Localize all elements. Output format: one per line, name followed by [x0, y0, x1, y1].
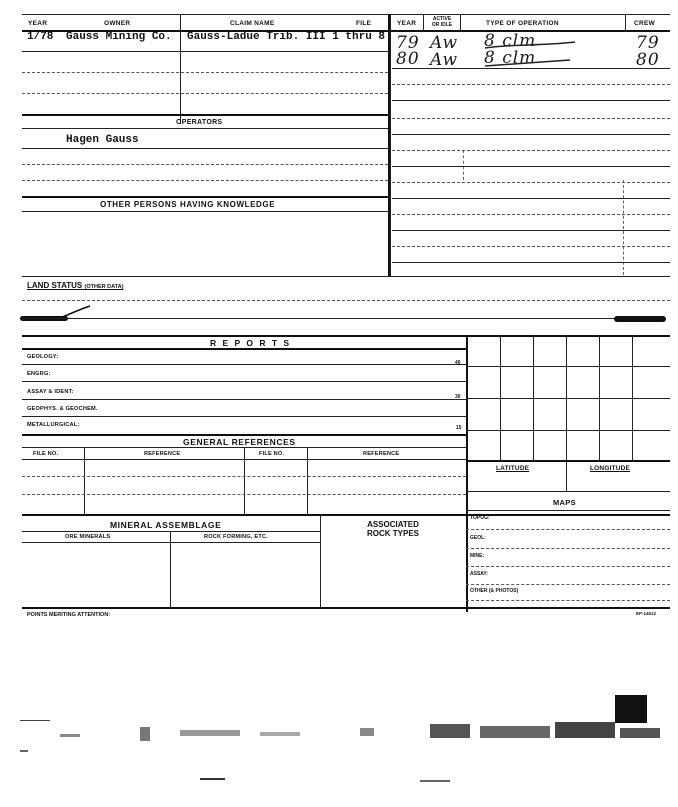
maps-other-label: OTHER (& PHOTOS)	[470, 588, 519, 594]
handwritten-operation-2: 8 clm	[484, 48, 537, 68]
land-status-rule-1	[22, 300, 670, 301]
gen-ref-col-file-1: FILE NO.	[33, 451, 59, 457]
header-owner: OWNER	[104, 20, 131, 27]
operator-name: Hagen Gauss	[66, 134, 139, 146]
latitude-label: LATITUDE	[496, 465, 530, 472]
gen-ref-row-rule-2	[22, 494, 466, 495]
handwritten-crew-2: 80	[636, 50, 660, 70]
right-dashed-divider-2	[623, 180, 624, 275]
left-right-divider-bold	[388, 14, 390, 276]
ore-minerals-label: ORE MINERALS	[65, 534, 111, 540]
header-claim-name: CLAIM NAME	[230, 20, 275, 27]
report-assay-label: ASSAY & IDENT:	[27, 389, 74, 395]
grid-col-3	[566, 335, 567, 491]
maps-rule-3	[466, 566, 670, 567]
land-status-sublabel: (OTHER DATA)	[84, 284, 124, 290]
maps-rule-1	[466, 529, 670, 530]
right-row-rule-8	[392, 182, 670, 183]
right-row-rule-3	[392, 100, 670, 101]
right-row-rule-10	[392, 214, 670, 215]
reports-right-divider	[466, 335, 468, 612]
report-rule-3	[22, 399, 466, 400]
operators-heading: OPERATORS	[176, 119, 223, 126]
active-label: ACTIVE	[432, 16, 452, 22]
header-crew: CREW	[634, 20, 656, 27]
mineral-header-rule	[22, 542, 320, 543]
gen-ref-row-rule-1	[22, 476, 466, 477]
entry-claim-name: Gauss-Ladue Trib. III 1 thru 8	[187, 31, 386, 43]
mineral-under-rule	[22, 531, 320, 532]
top-table-bottom-rule	[22, 276, 670, 277]
owner-claim-divider	[180, 14, 181, 124]
points-top-rule	[22, 607, 670, 609]
gen-ref-divider-1	[84, 447, 85, 514]
maps-rule-5	[466, 600, 670, 601]
grid-row-3	[466, 430, 670, 431]
report-engrg-label: ENGRG:	[27, 371, 51, 377]
reports-top-rule	[22, 335, 670, 337]
row-rule-2	[22, 72, 388, 73]
longitude-label: LONGITUDE	[590, 465, 631, 472]
row-rule-1	[22, 51, 388, 52]
associated-rock-types-heading	[320, 520, 466, 538]
grid-row-2	[466, 398, 670, 399]
handwritten-year-1: 79	[396, 33, 420, 53]
gen-ref-col-reference-1: REFERENCE	[144, 451, 181, 457]
mineral-top-rule	[22, 514, 670, 516]
land-status-rule-2	[22, 318, 662, 319]
header-year: YEAR	[28, 20, 48, 27]
report-num-40: 40	[455, 360, 461, 366]
right-row-rule-13	[392, 262, 670, 263]
report-rule-1	[22, 364, 466, 365]
header-file: FILE	[356, 20, 372, 27]
handwriting-underline	[480, 40, 590, 70]
mineral-assemblage-heading: MINERAL ASSEMBLAGE	[110, 520, 222, 530]
right-row-rule-4	[392, 118, 670, 119]
gen-ref-col-file-2: FILE NO.	[259, 451, 285, 457]
right-row-rule-1	[392, 68, 670, 69]
header-active-or-idle	[425, 16, 459, 28]
form-code: EP-14612	[636, 611, 657, 616]
report-metallurgical-label: METALLURGICAL:	[27, 422, 80, 428]
other-persons-under-rule	[22, 211, 388, 212]
handwritten-year-2: 80	[396, 49, 420, 69]
maps-top-rule	[466, 491, 670, 492]
report-num-30: 30	[455, 394, 461, 400]
right-row-rule-6	[392, 150, 670, 151]
general-references-top-rule	[22, 434, 466, 436]
mineral-divider	[170, 531, 171, 607]
row-rule-3	[22, 93, 388, 94]
reports-heading: R E P O R T S	[210, 338, 292, 348]
type-crew-divider	[625, 14, 626, 32]
or-idle-label: OR IDLE	[431, 22, 453, 28]
maps-assay-label: ASSAY:	[470, 571, 489, 577]
operator-row-rule-1	[22, 148, 388, 149]
right-row-rule-11	[392, 230, 670, 231]
right-row-rule-7	[392, 166, 670, 167]
report-rule-4	[22, 416, 466, 417]
entry-year: 1/78	[27, 31, 54, 43]
general-references-heading: GENERAL REFERENCES	[183, 437, 296, 447]
maps-heading: MAPS	[553, 498, 576, 507]
right-row-rule-5	[392, 134, 670, 135]
maps-under-rule	[466, 510, 670, 511]
points-meriting-attention-label: POINTS MERITING ATTENTION:	[27, 612, 111, 618]
land-status-heading	[27, 281, 123, 290]
gen-ref-divider-2	[244, 447, 245, 514]
right-row-rule-12	[392, 246, 670, 247]
operator-row-rule-3	[22, 180, 388, 181]
reports-heading-under-rule	[22, 348, 466, 350]
entry-owner: Gauss Mining Co.	[66, 31, 172, 43]
right-dashed-divider-1	[463, 150, 464, 180]
report-geology-label: GEOLOGY:	[27, 354, 59, 360]
rock-types-label: ROCK TYPES	[366, 529, 419, 538]
year-active-divider	[423, 14, 424, 32]
other-persons-top-rule	[22, 196, 388, 198]
grid-row-1	[466, 366, 670, 367]
rock-forming-label: ROCK FORMING, ETC.	[204, 534, 268, 540]
report-rule-2	[22, 381, 466, 382]
right-row-rule-2	[392, 84, 670, 85]
right-row-rule-9	[392, 198, 670, 199]
header-type-of-operation: TYPE OF OPERATION	[486, 20, 559, 27]
maps-mine-label: MINE:	[470, 553, 485, 559]
operator-row-rule-2	[22, 164, 388, 165]
other-persons-heading: OTHER PERSONS HAVING KNOWLEDGE	[100, 200, 276, 209]
associated-label: ASSOCIATED	[367, 520, 419, 529]
maps-geol-label: GEOL:	[470, 535, 486, 541]
handwritten-crew-1: 79	[636, 33, 660, 53]
maps-topog-label: TOPOG:	[470, 515, 490, 521]
header-year-2: YEAR	[397, 20, 417, 27]
operators-top-rule	[22, 114, 388, 116]
right-binding-mark	[614, 316, 666, 322]
gen-ref-divider-3	[307, 447, 308, 514]
report-geophys-label: GEOPHYS. & GEOCHEM.	[27, 406, 98, 412]
top-border	[22, 14, 670, 15]
gen-ref-col-reference-2: REFERENCE	[363, 451, 400, 457]
maps-rule-4	[466, 584, 670, 585]
handwritten-status-2: Aw	[430, 50, 459, 70]
report-num-15: 15	[456, 425, 462, 431]
active-type-divider	[460, 14, 461, 32]
maps-rule-2	[466, 548, 670, 549]
scan-noise-band	[0, 690, 678, 807]
left-right-divider	[390, 14, 391, 276]
handwritten-status-1: Aw	[430, 33, 459, 53]
handwritten-operation-1: 8 clm	[484, 31, 537, 51]
land-status-label: LAND STATUS	[27, 281, 83, 290]
grid-bottom-rule	[466, 460, 670, 462]
operators-under-rule	[22, 128, 388, 129]
